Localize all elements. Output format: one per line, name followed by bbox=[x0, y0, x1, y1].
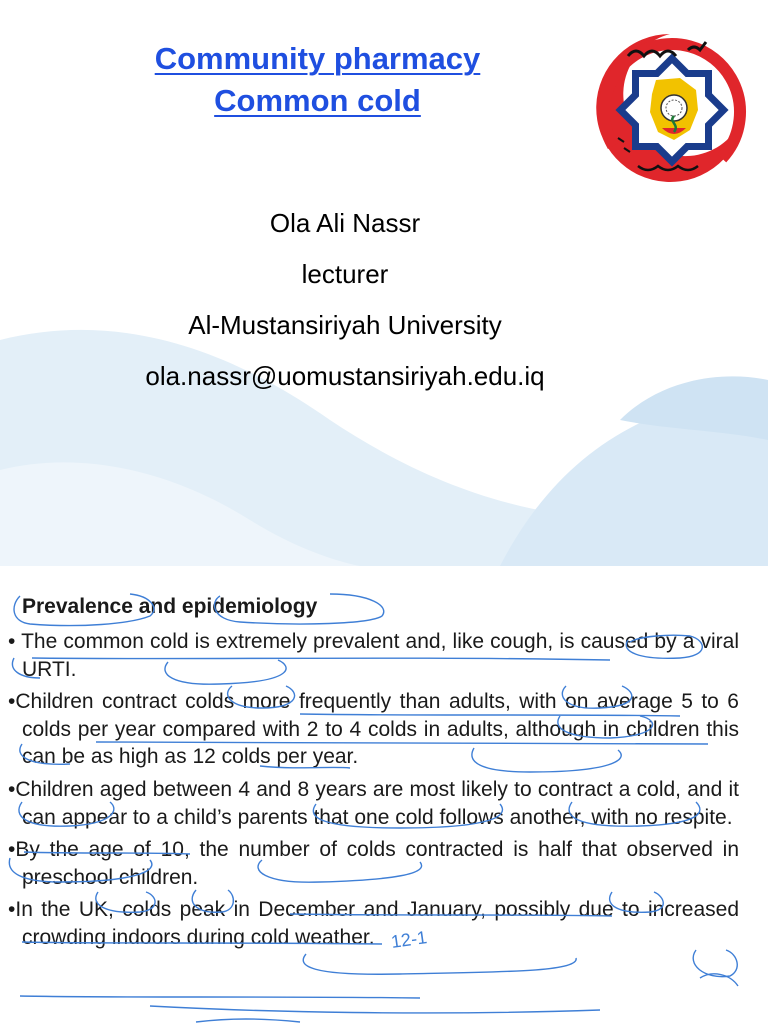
bullet-item-5: •In the UK, colds peak in December and January, possibly due to increased crowding indoors during cold weather. bbox=[8, 898, 739, 949]
bullet-marker: • bbox=[8, 898, 16, 922]
bullet-item-2: •Children contract colds more frequently than adults, with on average 5 to 6 colds per year compared with 2 to 4 colds in adults, although in children this can be as high as 12 colds per year. bbox=[8, 690, 739, 769]
author-info bbox=[0, 198, 690, 402]
pharmacy-college-emblem-icon bbox=[588, 28, 753, 188]
bullet-list bbox=[8, 628, 739, 957]
bullet-marker: • bbox=[8, 838, 16, 862]
title-line-1: Community pharmacy bbox=[154, 41, 481, 76]
bullet-item-3: •Children aged between 4 and 8 years are most likely to contract a cold, and it can appear to a child’s parents that one cold follows another, with no respite. bbox=[8, 777, 739, 829]
handwritten-note: 12-1 bbox=[389, 927, 429, 952]
bullet-marker: • bbox=[8, 630, 16, 653]
bullet-marker: • bbox=[8, 690, 16, 714]
section-title: Prevalence and epidemiology bbox=[22, 595, 318, 618]
author-email: ola.nassr@uomustansiriyah.edu.iq bbox=[145, 361, 545, 391]
bullet-marker: • bbox=[8, 777, 16, 801]
author-role: lecturer bbox=[301, 259, 389, 289]
slide-title bbox=[95, 38, 540, 122]
bullet-item-4: •By the age of 10, the number of colds contracted is half that observed in preschool children. bbox=[8, 838, 739, 889]
author-name: Ola Ali Nassr bbox=[269, 208, 421, 238]
title-line-2: Common cold bbox=[214, 83, 421, 118]
bullet-item-1: • The common cold is extremely prevalent and, like cough, is caused by a viral URTI. bbox=[8, 630, 739, 681]
author-institution: Al-Mustansiriyah University bbox=[188, 310, 502, 340]
prevalence-slide bbox=[0, 566, 768, 1024]
